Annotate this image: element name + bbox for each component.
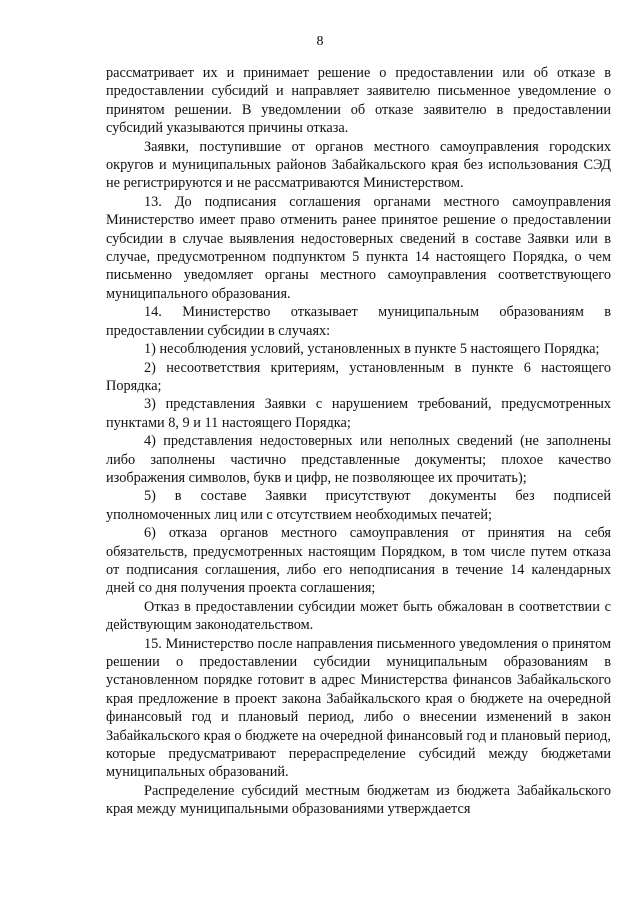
- list-item: 2) несоответствия критериям, установленным в пункте 6 настоящего Порядка;: [106, 359, 611, 394]
- list-item: 5) в составе Заявки присутствуют документы без подписей уполномоченных лиц или с отсутствием необходимых печатей;: [106, 488, 611, 523]
- list-item: 6) отказа органов местного самоуправления от принятия на себя обязательств, предусмотренных настоящим Порядком, в том числе путем отказа от подписания соглашения, либо его неподписания в течение 14 календарных дней со дня получения проекта соглашения;: [106, 525, 611, 597]
- page-number: 8: [316, 34, 324, 49]
- list-item: 1) несоблюдения условий, установленных в пункте 5 настоящего Порядка;: [144, 341, 600, 358]
- list-item: 3) представления Заявки с нарушением требований, предусмотренных пунктами 8, 9 и 11 настоящего Порядка;: [106, 396, 611, 431]
- paragraph: Распределение субсидий местным бюджетам из бюджета Забайкальского края между муниципальными образованиями утверждается: [106, 782, 611, 818]
- paragraph: 13. До подписания соглашения органами местного самоуправления Министерство имеет право отменить ранее принятое решение о предоставлении субсидии в случае выявления недостоверных сведений в составе Заявки или в случае, предусмотренном подпунктом 5 пункта 14 настоящего Порядка, о чем письменно уведомляет органы местного самоуправления соответствующего муниципального образования.: [106, 193, 611, 302]
- document-body: [106, 64, 611, 819]
- paragraph: 14. Министерство отказывает муниципальным образованиям в предоставлении субсидии в случаях:: [106, 304, 611, 339]
- paragraph: Отказ в предоставлении субсидии может быть обжалован в соответствии с действующим законодательством.: [106, 598, 611, 634]
- paragraph: 15. Министерство после направления письменного уведомления о принятом решении о предоставлении субсидии муниципальным образованиям в установленном порядке готовит в адрес Министерства финансов Забайкальского края предложение в проект закона Забайкальского края о бюджете на очередной финансовый год и плановый период, либо о внесении изменений в закон Забайкальского края о бюджете на очередной финансовый год и плановый период, которые предусматривают перераспределение субсидий между бюджетами муниципальных образований.: [106, 635, 611, 781]
- paragraph: рассматривает их и принимает решение о предоставлении или об отказе в предоставлении субсидий и направляет заявителю письменное уведомление о принятом решении. В уведомлении об отказе заявителю в предоставлении субсидий указываются причины отказа.: [106, 65, 611, 137]
- list-item: 4) представления недостоверных или неполных сведений (не заполнены либо заполнены частично представленные документы; плохое качество изображения символов, букв и цифр, не позволяющее их прочитать);: [106, 433, 611, 486]
- paragraph: Заявки, поступившие от органов местного самоуправления городских округов и муниципальных районов Забайкальского края без использования СЭД не регистрируются и не рассматриваются Министерством.: [106, 138, 611, 192]
